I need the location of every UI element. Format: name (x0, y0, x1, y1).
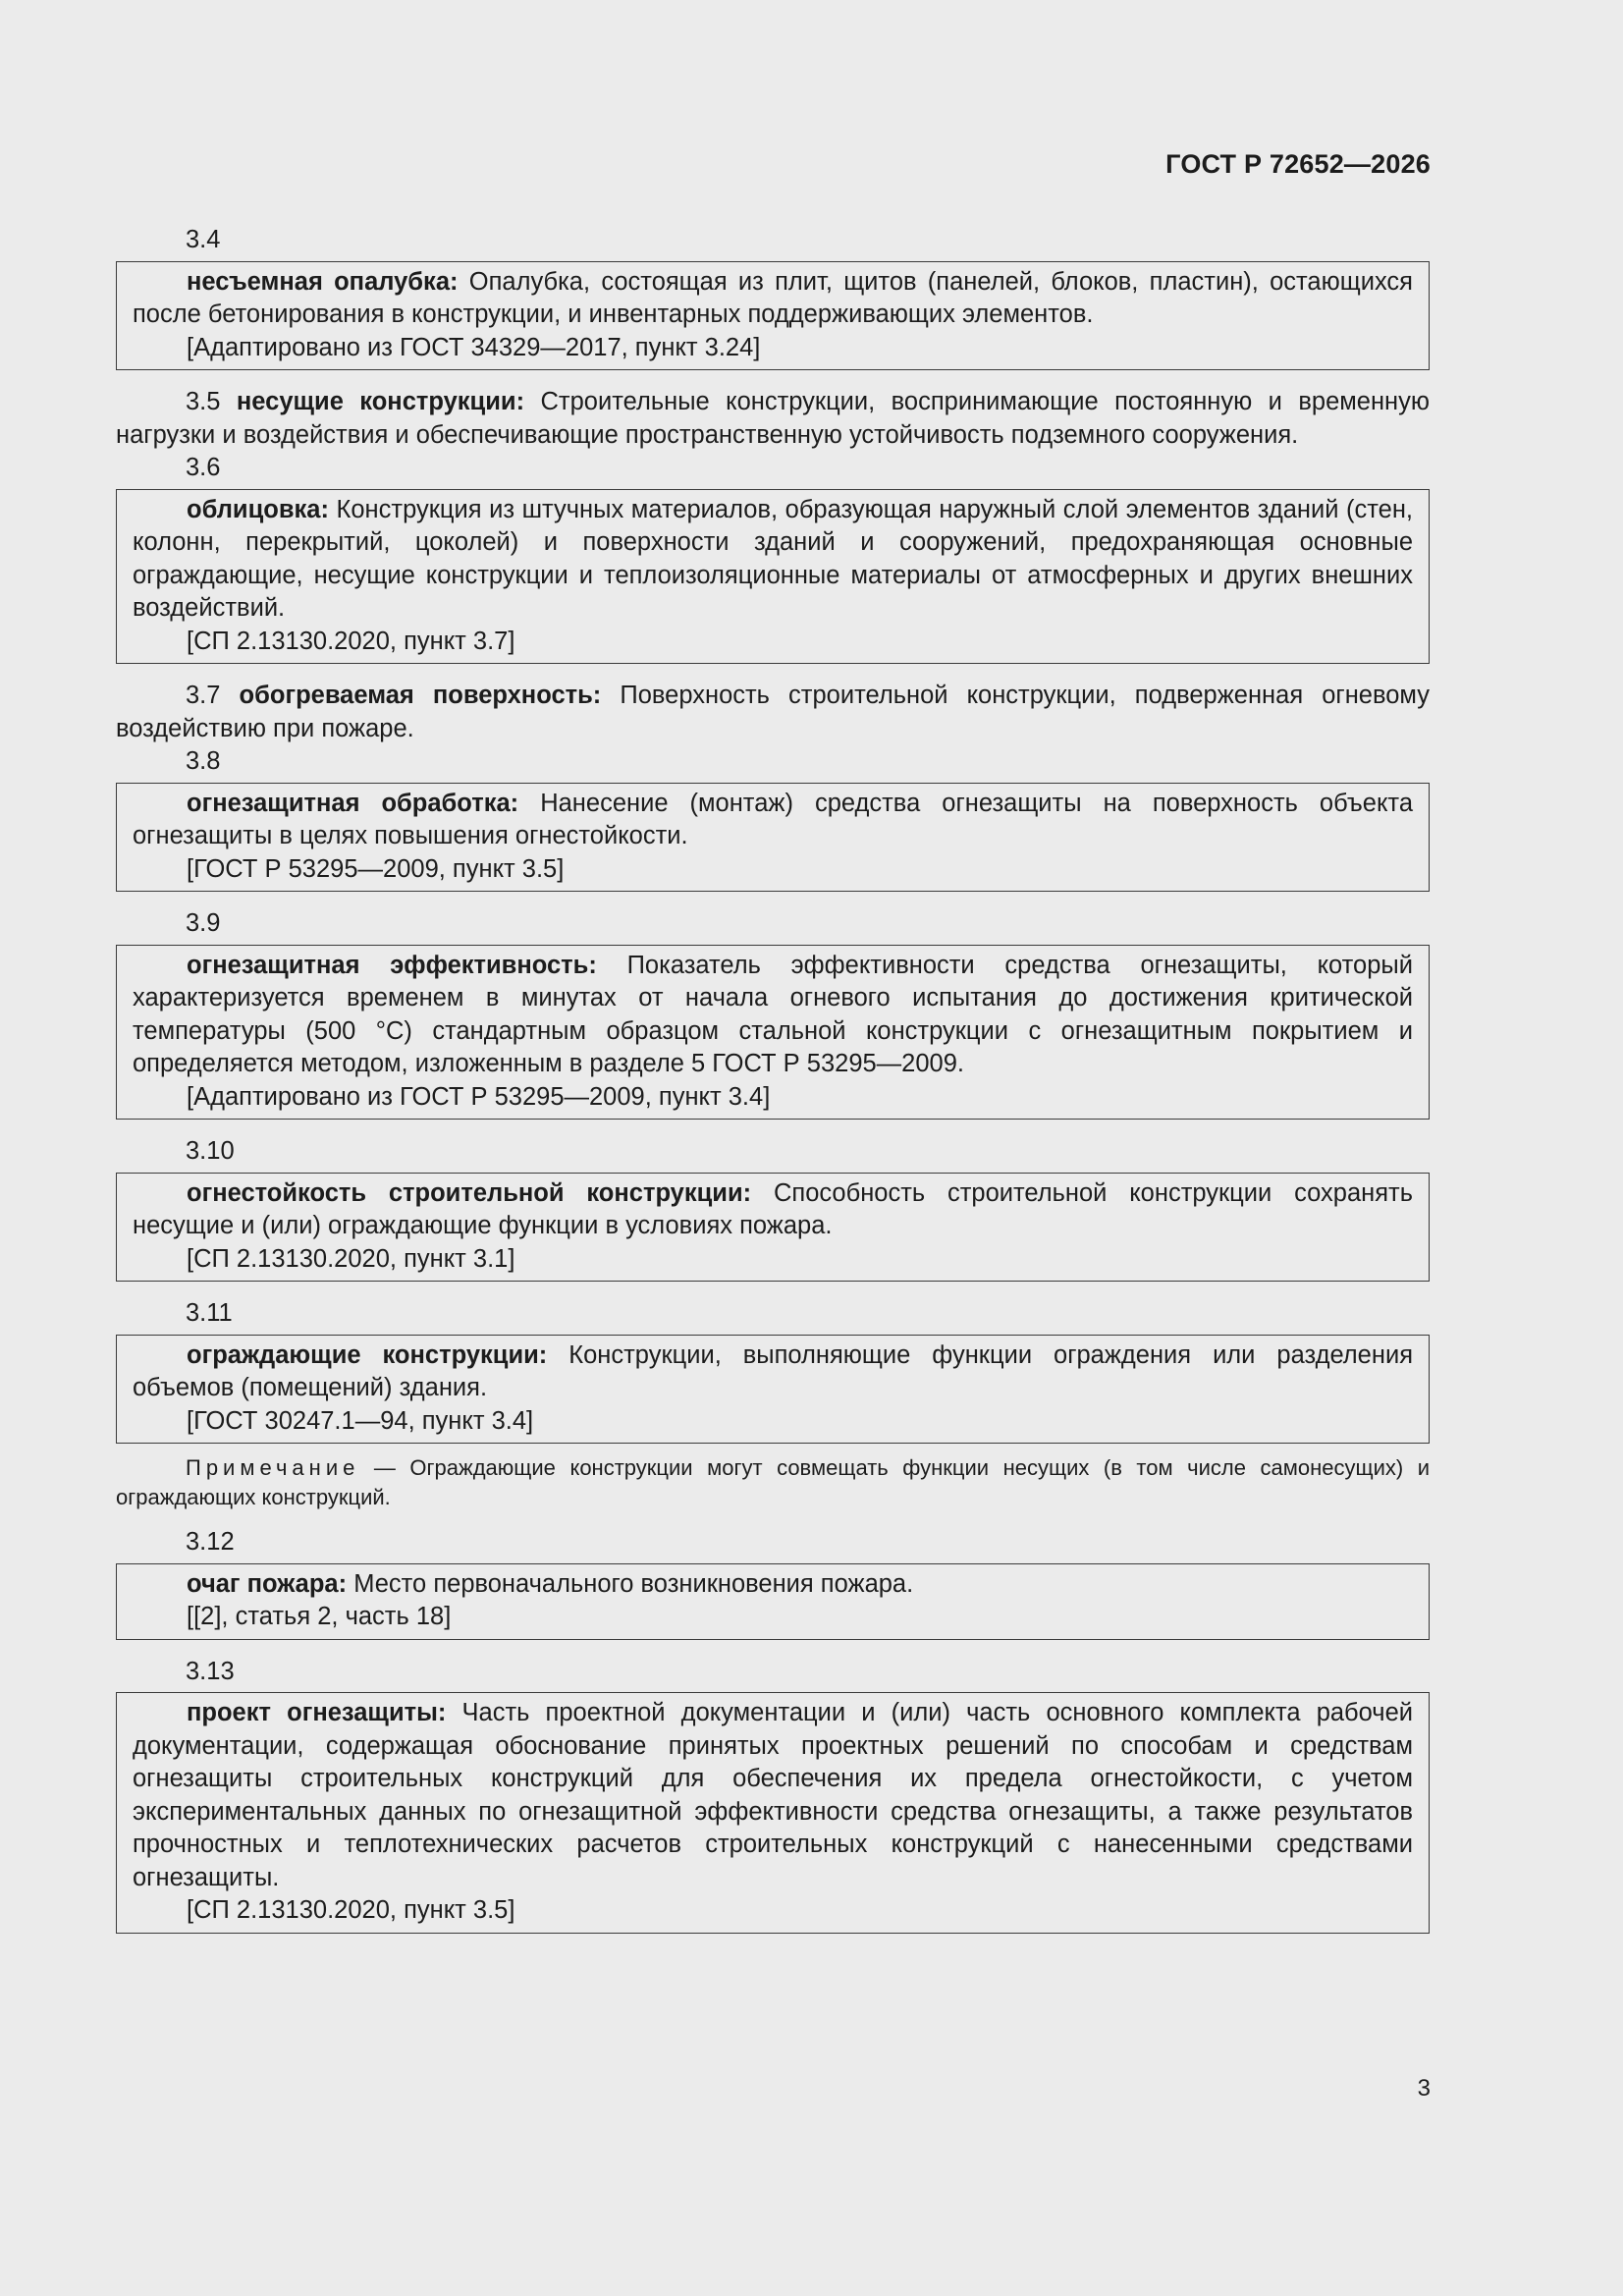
term-definition (133, 266, 1413, 332)
term-name: огнезащитная обработка: (187, 789, 519, 817)
definition-text: Способность строительной конструкции сохранять несущие и (или) ограждающие функции в условиях пожара. (133, 1178, 1413, 1239)
term-definition (116, 386, 1430, 452)
term-definition (133, 788, 1413, 853)
term-source: [ГОСТ 30247.1—94, пункт 3.4] (187, 1406, 534, 1435)
note-label: Примечание (186, 1455, 360, 1480)
term-box (116, 1173, 1430, 1283)
term-number: 3.5 (186, 388, 221, 415)
term-number: 3.12 (186, 1528, 235, 1556)
term-number: 3.8 (186, 747, 221, 775)
definition-text: Конструкция из штучных материалов, образующая наружный слой элементов зданий (стен, колонн, перекрытий, цоколей) и поверхности зданий и сооружений, предохраняющая основные ограждающие, несущие конструкции и теплоизоляционные материалы от атмосферных и других внешних воздействий. (133, 495, 1413, 622)
term-name: несущие конструкции: (236, 388, 525, 415)
term-source: [СП 2.13130.2020, пункт 3.1] (187, 1244, 515, 1273)
term-definition (133, 494, 1413, 626)
definition-text: Нанесение (монтаж) средства огнезащиты на поверхность объекта огнезащиты в целях повышения огнестойкости. (133, 789, 1414, 849)
term-name: облицовка: (187, 495, 329, 523)
term-number: 3.9 (186, 909, 221, 937)
term-box (116, 1692, 1430, 1934)
definition-text: Место первоначального возникновения пожара. (353, 1569, 914, 1598)
term-name: ограждающие конструкции: (187, 1340, 548, 1369)
term-source: [[2], статья 2, часть 18] (187, 1603, 452, 1630)
term-definition (133, 1697, 1413, 1894)
term-source: [СП 2.13130.2020, пункт 3.7] (187, 627, 515, 655)
term-definition (133, 1339, 1413, 1405)
term-box (116, 1563, 1430, 1640)
term-source: [ГОСТ Р 53295—2009, пункт 3.5] (187, 854, 565, 883)
terms-section (116, 224, 1430, 1949)
term-definition (116, 680, 1430, 745)
term-name: огнестойкость строительной конструкции: (187, 1178, 752, 1207)
definition-text: Показатель эффективности средства огнезащиты, который характеризуется временем в минутах от начала огневого испытания до достижения критической температуры (500 °С) стандартным образцом стальной конструкции с огнезащитным покрытием и определяется методом, изложенным в разделе 5 ГОСТ Р 53295—2009. (133, 951, 1413, 1077)
note-text: — Ограждающие конструкции могут совмещать функции несущих (в том числе самонесущих) и ограждающих конструкций. (116, 1455, 1430, 1509)
note (116, 1453, 1430, 1512)
term-box (116, 261, 1430, 371)
term-box (116, 489, 1430, 665)
term-name: очаг пожара: (187, 1569, 348, 1598)
definition-text: Поверхность строительной конструкции, подверженная огневому воздействию при пожаре. (116, 682, 1430, 742)
term-name: несъемная опалубка: (187, 267, 459, 296)
term-name: обогреваемая поверхность: (239, 682, 602, 709)
term-definition (133, 1568, 1413, 1602)
term-source: [Адаптировано из ГОСТ 34329—2017, пункт 3.24] (187, 333, 761, 361)
term-box (116, 783, 1430, 893)
definition-text: Опалубка, состоящая из плит, щитов (панелей, блоков, пластин), остающихся после бетонирования в конструкции, и инвентарных поддерживающих элементов. (133, 267, 1413, 328)
term-name: проект огнезащиты: (187, 1699, 447, 1726)
term-source: [СП 2.13130.2020, пункт 3.5] (187, 1896, 515, 1924)
document-code: ГОСТ Р 72652—2026 (1165, 149, 1431, 179)
term-number: 3.10 (186, 1137, 235, 1165)
definition-text: Часть проектной документации и (или) часть основного комплекта рабочей документации, содержащая обоснование принятых проектных решений по способам и средствам огнезащиты строительных конструкций для обеспечения их предела огнестойкости, с учетом экспериментальных данных по огнезащитной эффективности средства огнезащиты, а также результатов прочностных и теплотехнических расчетов строительных конструкций с нанесенными средствами огнезащиты. (133, 1699, 1413, 1891)
term-name: огнезащитная эффективность: (187, 951, 597, 979)
term-number: 3.13 (186, 1657, 235, 1685)
term-number: 3.4 (186, 226, 221, 253)
term-number: 3.7 (186, 682, 221, 709)
term-box (116, 1335, 1430, 1445)
term-number: 3.6 (186, 454, 221, 481)
definition-text: Строительные конструкции, воспринимающие постоянную и временную нагрузки и воздействия и обеспечивающие пространственную устойчивость подземного сооружения. (116, 388, 1430, 449)
term-box (116, 945, 1430, 1121)
term-source: [Адаптировано из ГОСТ Р 53295—2009, пункт 3.4] (187, 1082, 771, 1111)
term-number: 3.11 (186, 1299, 233, 1327)
page-number: 3 (1417, 2075, 1431, 2102)
term-definition (133, 1177, 1413, 1243)
definition-text: Конструкции, выполняющие функции ограждения или разделения объемов (помещений) здания. (133, 1340, 1414, 1401)
term-definition (133, 950, 1413, 1081)
